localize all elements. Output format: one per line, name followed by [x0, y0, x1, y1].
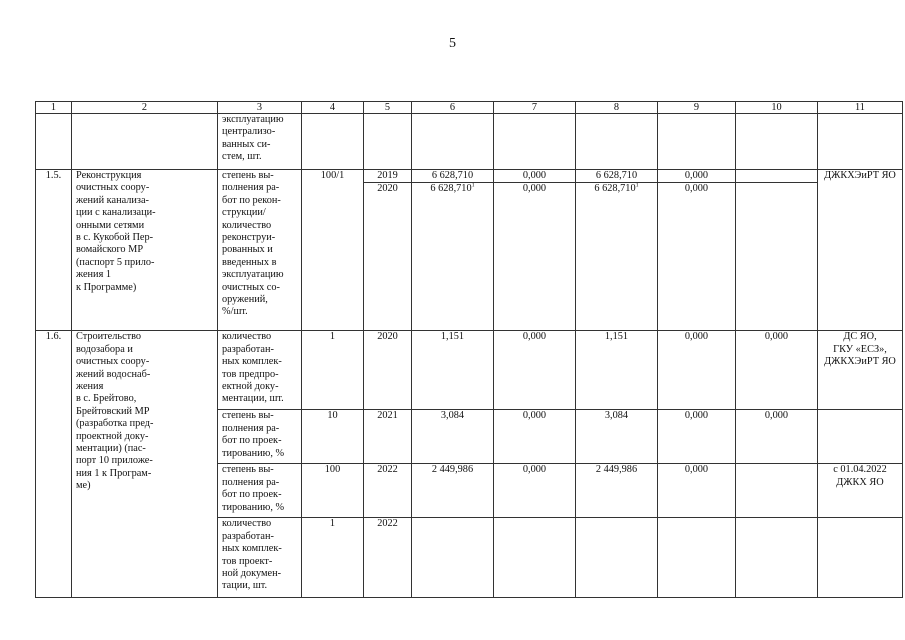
target-value: 1: [302, 518, 364, 598]
table-row: [36, 114, 903, 170]
value-cell: 0,000: [494, 183, 576, 331]
program-table: [35, 101, 903, 598]
year-cell: 2020: [364, 183, 412, 331]
value-cell: 3,084: [576, 410, 658, 464]
target-value: 10: [302, 410, 364, 464]
item-name: Строительство водозабора и очистных соору- жений водоснаб- жения в с. Брейтово, Брейтовский МР (разработка пред- проектной доку- ментации) (пас- порт 10 приложе- ния 1 к Програм- ме): [72, 331, 218, 598]
table-row: [36, 170, 903, 183]
target-value: 1: [302, 331, 364, 410]
col-header: 10: [736, 102, 818, 114]
value-cell: 0,000: [494, 410, 576, 464]
col-header: 8: [576, 102, 658, 114]
target-value: 100: [302, 464, 364, 518]
item-number: 1.5.: [36, 170, 72, 331]
item-name: Реконструкция очистных соору- жений канализа- ции с канализаци- онными сетями в с. Кукобой Пер- вомайского МР (паспорт 5 прило- жения 1 к Программе): [72, 170, 218, 331]
value-cell: 6 628,710: [576, 170, 658, 183]
col-header: 9: [658, 102, 736, 114]
col-header: 1: [36, 102, 72, 114]
year-cell: 2021: [364, 410, 412, 464]
item-number: 1.6.: [36, 331, 72, 598]
executor-cell: с 01.04.2022 ДЖКХ ЯО: [818, 464, 903, 518]
value-cell: 0,000: [658, 331, 736, 410]
executor-cell: ДЖКХЭиРТ ЯО: [818, 170, 903, 331]
value-cell: 0,000: [658, 464, 736, 518]
year-cell: 2020: [364, 331, 412, 410]
value-cell: 0,000: [494, 170, 576, 183]
executor-cell: ДС ЯО, ГКУ «ЕСЗ», ДЖКХЭиРТ ЯО: [818, 331, 903, 410]
value-cell: 0,000: [736, 331, 818, 410]
col-header: 3: [218, 102, 302, 114]
value-cell: 2 449,986: [412, 464, 494, 518]
value-cell: 0,000: [494, 331, 576, 410]
table-row: [36, 331, 903, 410]
value-cell: 3,084: [412, 410, 494, 464]
header-row: [36, 102, 903, 114]
page-number: 5: [449, 36, 456, 51]
indicator-cell: эксплуатацию централизо- ванных си- стем, шт.: [218, 114, 302, 170]
value-cell: 2 449,986: [576, 464, 658, 518]
year-cell: 2022: [364, 464, 412, 518]
value-cell: 0,000: [494, 464, 576, 518]
value-cell: 1,151: [412, 331, 494, 410]
value-cell: 6 628,710: [412, 170, 494, 183]
col-header: 2: [72, 102, 218, 114]
footnote-mark: 1: [635, 182, 639, 189]
footnote-mark: 1: [471, 182, 475, 189]
value-cell: 0,000: [658, 410, 736, 464]
value-cell: 1,151: [576, 331, 658, 410]
target-value: 100/1: [302, 170, 364, 331]
value-cell: 0,000: [658, 170, 736, 183]
col-header: 5: [364, 102, 412, 114]
value-cell: 0,000: [736, 410, 818, 464]
col-header: 11: [818, 102, 903, 114]
col-header: 6: [412, 102, 494, 114]
indicator-cell: количество разработан- ных комплек- тов проект- ной докумен- тации, шт.: [218, 518, 302, 598]
indicator-cell: количество разработан- ных комплек- тов предпро- ектной доку- ментации, шт.: [218, 331, 302, 410]
value-cell: 0,000: [658, 183, 736, 331]
year-cell: 2022: [364, 518, 412, 598]
value-cell: 6 628,710$^1$: [576, 183, 658, 331]
col-header: 7: [494, 102, 576, 114]
col-header: 4: [302, 102, 364, 114]
year-cell: 2019: [364, 170, 412, 183]
indicator-cell: степень вы- полнения ра- бот по проек- тированию, %: [218, 410, 302, 464]
indicator-cell: степень вы- полнения ра- бот по проек- тированию, %: [218, 464, 302, 518]
value-cell: 6 628,710$^1$: [412, 183, 494, 331]
indicator-cell: степень вы- полнения ра- бот по рекон- струкции/ количество реконструи- рованных и введенных в эксплуатацию очистных со- оружений, %/шт.: [218, 170, 302, 331]
